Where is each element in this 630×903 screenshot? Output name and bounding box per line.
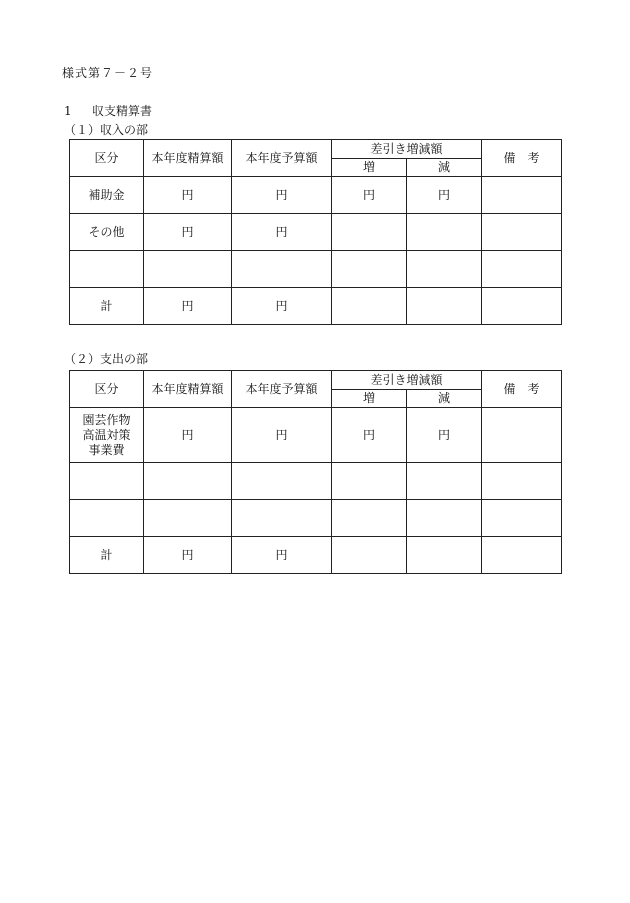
decrease-cell xyxy=(407,537,482,574)
total-row xyxy=(70,288,562,325)
remarks-cell xyxy=(482,500,562,537)
decrease-cell xyxy=(407,288,482,325)
row-label: 計 xyxy=(70,537,144,574)
income-header-row xyxy=(70,140,562,159)
budget-cell: 円 xyxy=(232,537,332,574)
row-label: その他 xyxy=(70,214,144,251)
row-label xyxy=(70,408,144,463)
header-decrease: 減 xyxy=(407,390,482,408)
budget-cell: 円 xyxy=(232,214,332,251)
budget-cell xyxy=(232,500,332,537)
increase-cell: 円 xyxy=(332,408,407,463)
decrease-cell xyxy=(407,251,482,288)
settlement-cell: 円 xyxy=(144,214,232,251)
header-remarks: 備 考 xyxy=(482,140,562,177)
settlement-cell: 円 xyxy=(144,537,232,574)
row-label xyxy=(70,500,144,537)
decrease-cell: 円 xyxy=(407,177,482,214)
section-title-text: 収支精算書 xyxy=(92,104,153,118)
budget-cell: 円 xyxy=(232,408,332,463)
expense-header-row xyxy=(70,371,562,390)
header-category: 区分 xyxy=(70,140,144,177)
increase-cell xyxy=(332,463,407,500)
row-label xyxy=(70,251,144,288)
total-row xyxy=(70,537,562,574)
budget-cell xyxy=(232,251,332,288)
header-current-settlement: 本年度精算額 xyxy=(144,140,232,177)
settlement-cell: 円 xyxy=(144,177,232,214)
expense-table xyxy=(69,370,562,574)
decrease-cell xyxy=(407,500,482,537)
table-row xyxy=(70,214,562,251)
remarks-cell xyxy=(482,214,562,251)
header-remarks: 備 考 xyxy=(482,371,562,408)
increase-cell: 円 xyxy=(332,177,407,214)
settlement-cell: 円 xyxy=(144,408,232,463)
header-current-budget: 本年度予算額 xyxy=(232,140,332,177)
expense-heading: （２）支出の部 xyxy=(64,352,149,366)
header-decrease: 減 xyxy=(407,159,482,177)
table-row xyxy=(70,500,562,537)
table-row xyxy=(70,463,562,500)
income-heading: （１）収入の部 xyxy=(64,123,149,137)
settlement-cell xyxy=(144,251,232,288)
row-label xyxy=(70,463,144,500)
header-category: 区分 xyxy=(70,371,144,408)
table-row xyxy=(70,177,562,214)
increase-cell xyxy=(332,500,407,537)
form-number: 様式第７－２号 xyxy=(62,66,154,80)
row-label: 計 xyxy=(70,288,144,325)
remarks-cell xyxy=(482,177,562,214)
remarks-cell xyxy=(482,408,562,463)
budget-cell: 円 xyxy=(232,177,332,214)
increase-cell xyxy=(332,251,407,288)
budget-cell xyxy=(232,463,332,500)
increase-cell xyxy=(332,537,407,574)
row-label-line: 園芸作物 xyxy=(82,412,131,427)
header-difference: 差引き増減額 xyxy=(332,371,482,390)
remarks-cell xyxy=(482,288,562,325)
settlement-cell xyxy=(144,463,232,500)
row-label-line: 事業費 xyxy=(88,442,125,457)
income-table xyxy=(69,139,562,325)
section-number: 1 xyxy=(64,104,72,118)
section-title xyxy=(64,104,152,118)
remarks-cell xyxy=(482,537,562,574)
header-increase: 増 xyxy=(332,159,407,177)
budget-cell: 円 xyxy=(232,288,332,325)
table-row xyxy=(70,251,562,288)
decrease-cell xyxy=(407,214,482,251)
settlement-cell: 円 xyxy=(144,288,232,325)
row-label-line: 高温対策 xyxy=(82,427,131,442)
table-row xyxy=(70,408,562,463)
decrease-cell xyxy=(407,463,482,500)
remarks-cell xyxy=(482,463,562,500)
header-current-settlement: 本年度精算額 xyxy=(144,371,232,408)
header-increase: 増 xyxy=(332,390,407,408)
row-label: 補助金 xyxy=(70,177,144,214)
header-difference: 差引き増減額 xyxy=(332,140,482,159)
remarks-cell xyxy=(482,251,562,288)
increase-cell xyxy=(332,214,407,251)
settlement-cell xyxy=(144,500,232,537)
decrease-cell: 円 xyxy=(407,408,482,463)
header-current-budget: 本年度予算額 xyxy=(232,371,332,408)
increase-cell xyxy=(332,288,407,325)
